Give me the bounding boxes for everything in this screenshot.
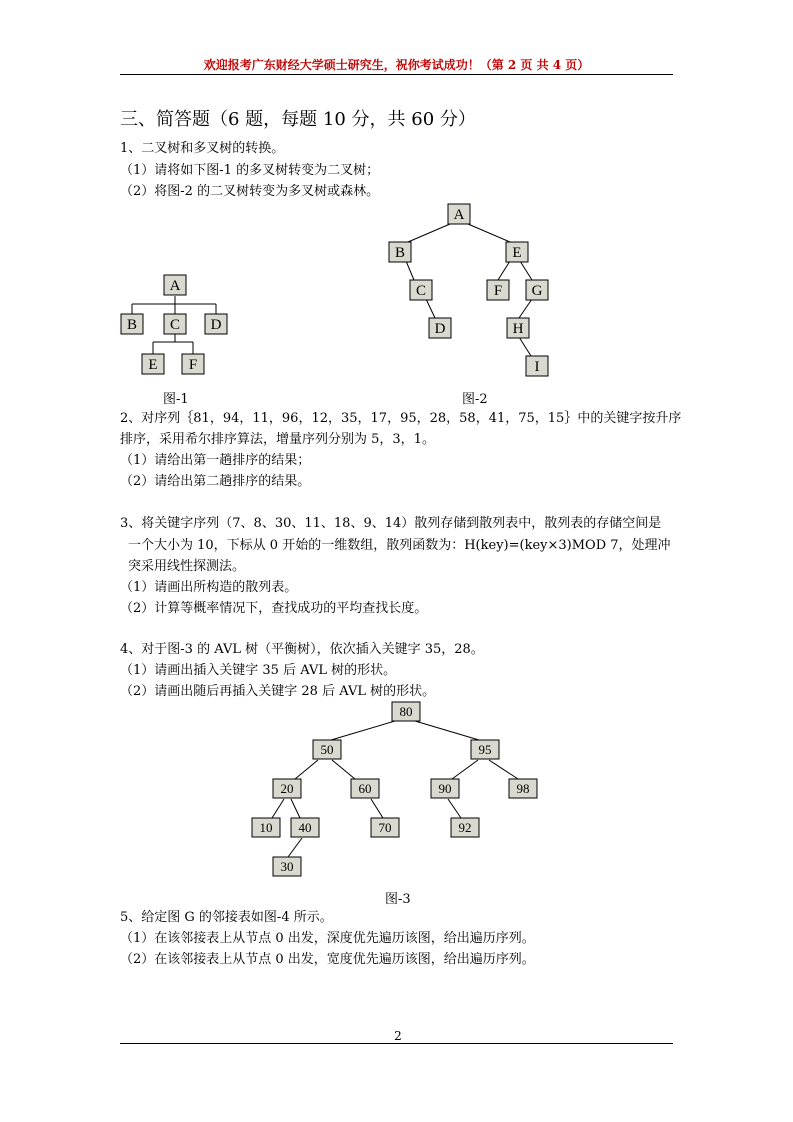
- fig2-node-b: B: [394, 245, 406, 261]
- q4-title: 4、对于图-3 的 AVL 树（平衡树），依次插入关键字 35，28。: [120, 642, 484, 657]
- q2-line1: 2、对序列｛81，94，11，96，12，35，17，95，28，58，41，75，15｝中的关键字按升序: [120, 411, 682, 426]
- q4-part1: （1）请画出插入关键字 35 后 AVL 树的形状。: [120, 663, 397, 678]
- q3-part2: （2）计算等概率情况下，查找成功的平均查找长度。: [120, 601, 428, 616]
- fig1-node-f: F: [188, 357, 198, 373]
- fig3-node-10: 10: [259, 820, 273, 835]
- fig2-node-i: I: [534, 359, 540, 375]
- q1-title: 1、二叉树和多叉树的转换。: [120, 141, 285, 156]
- q3-line1: 3、将关键字序列（7、8、30、11、18、9、14）散列存储到散列表中，散列表的存储空间是: [120, 516, 662, 531]
- fig2-node-h: H: [512, 321, 524, 337]
- fig3-node-30: 30: [280, 859, 294, 874]
- fig2-node-f: F: [493, 283, 503, 299]
- fig3-node-80: 80: [399, 704, 413, 719]
- figure-2-caption: 图-2: [462, 392, 488, 407]
- fig1-node-b: B: [126, 317, 138, 333]
- fig3-node-95: 95: [478, 742, 492, 757]
- fig3-node-20: 20: [280, 781, 294, 796]
- fig1-node-d: D: [210, 317, 222, 333]
- q1-part1: （1）请将如下图-1 的多叉树转变为二叉树；: [120, 163, 380, 178]
- figure-2-tree: [380, 198, 560, 380]
- fig1-node-e: E: [148, 357, 158, 373]
- fig3-node-90: 90: [438, 781, 452, 796]
- figure-1-tree: [110, 268, 240, 380]
- page-number: 2: [394, 1029, 402, 1043]
- fig3-node-50: 50: [320, 742, 334, 757]
- figure-3-avl-tree: [245, 700, 545, 882]
- header-divider: [120, 74, 673, 75]
- fig1-node-a: A: [169, 278, 181, 294]
- q2-part2: （2）请给出第二趟排序的结果。: [120, 474, 311, 489]
- q4-part2: （2）请画出随后再插入关键字 28 后 AVL 树的形状。: [120, 684, 436, 699]
- figure-1-caption: 图-1: [163, 392, 189, 407]
- q5-part1: （1）在该邻接表上从节点 0 出发，深度优先遍历该图，给出遍历序列。: [120, 931, 535, 946]
- page-header-banner: 欢迎报考广东财经大学硕士研究生，祝你考试成功！（第 2 页 共 4 页）: [203, 58, 590, 72]
- q1-part2: （2）将图-2 的二叉树转变为多叉树或森林。: [120, 184, 380, 199]
- fig3-node-70: 70: [378, 820, 392, 835]
- fig2-node-d: D: [434, 321, 446, 337]
- q3-line2: 一个大小为 10，下标从 0 开始的一维数组，散列函数为：H(key)=(key×3)MOD 7，处理冲: [128, 538, 671, 553]
- footer-divider: [120, 1043, 673, 1044]
- fig2-node-c: C: [415, 283, 427, 299]
- q2-line2: 排序，采用希尔排序算法，增量序列分别为 5，3，1。: [120, 432, 435, 447]
- fig2-node-g: G: [531, 283, 543, 299]
- q5-title: 5、给定图 G 的邻接表如图-4 所示。: [120, 910, 333, 925]
- fig1-node-c: C: [169, 317, 181, 333]
- fig2-node-e: E: [512, 245, 522, 261]
- section-title: 三、简答题（6 题，每题 10 分，共 60 分）: [120, 109, 476, 130]
- q3-line3: 突采用线性探测法。: [128, 559, 246, 574]
- figure-3-caption: 图-3: [385, 892, 411, 907]
- fig2-node-a: A: [453, 207, 465, 223]
- fig3-node-92: 92: [458, 820, 472, 835]
- q2-part1: （1）请给出第一趟排序的结果；: [120, 453, 311, 468]
- q5-part2: （2）在该邻接表上从节点 0 出发，宽度优先遍历该图，给出遍历序列。: [120, 952, 535, 967]
- fig3-node-60: 60: [358, 781, 372, 796]
- q3-part1: （1）请画出所构造的散列表。: [120, 580, 298, 595]
- fig3-node-40: 40: [298, 820, 312, 835]
- fig3-node-98: 98: [516, 781, 530, 796]
